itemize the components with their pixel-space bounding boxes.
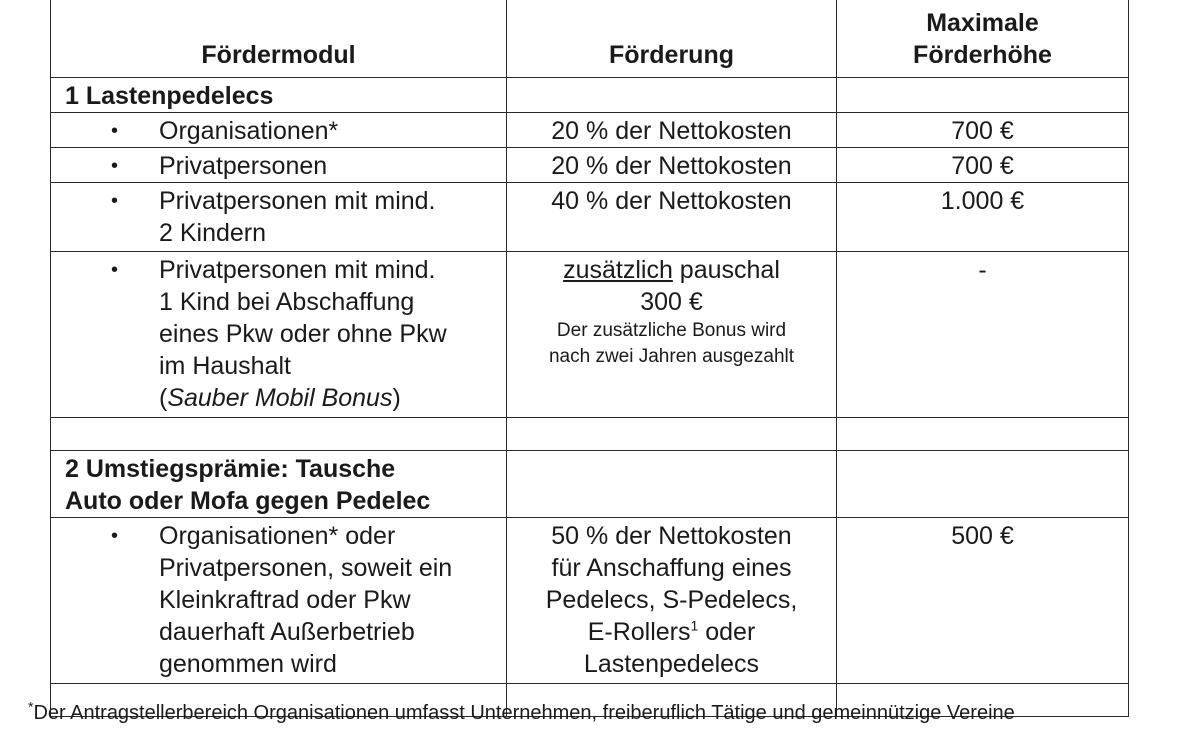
row-label-line: (Sauber Mobil Bonus) [159, 384, 401, 412]
row-max: 1.000 € [837, 183, 1129, 252]
table-row [51, 252, 1129, 418]
header-max-line2: Förderhöhe [913, 41, 1052, 69]
section-row [51, 451, 1129, 518]
row-label-line: dauerhaft Außerbetrieb [159, 618, 415, 646]
footnote-text: Der Antragstellerbereich Organisationen umfasst Unternehmen, freiberuflich Tätige und gemeinnützige Vereine [33, 702, 1015, 724]
row-support [507, 518, 837, 684]
support-amount: 300 € [640, 288, 703, 316]
table-row [51, 148, 1129, 183]
row-label-line: eines Pkw oder ohne Pkw [159, 320, 447, 348]
section-title-line: 2 Umstiegsprämie: Tausche [65, 455, 396, 483]
row-label: Organisationen* [159, 117, 339, 145]
section-title [51, 451, 507, 518]
row-label-line: 1 Kind bei Abschaffung [159, 288, 415, 316]
row-support: 20 % der Nettokosten [507, 113, 837, 148]
support-line: E-Rollers$^1$ oder [587, 617, 756, 646]
footnote-mark: * [28, 698, 34, 715]
row-max: - [837, 252, 1129, 418]
bullet-icon: • [111, 259, 119, 281]
table-row [51, 183, 1129, 252]
support-underlined: zusätzlich [563, 256, 673, 284]
row-label-line: 2 Kindern [159, 219, 267, 247]
footnote [28, 700, 1015, 726]
row-label-line: genommen wird [159, 650, 337, 678]
bullet-icon: • [111, 120, 119, 142]
support-line: für Anschaffung eines [551, 554, 792, 582]
table-row [51, 113, 1129, 148]
bullet-icon: • [111, 155, 119, 177]
bullet-icon: • [111, 190, 119, 212]
support-note-line: nach zwei Jahren ausgezahlt [548, 346, 795, 367]
support-line: 50 % der Nettokosten [551, 522, 792, 550]
row-support: 40 % der Nettokosten [507, 183, 837, 252]
section-title: 1 Lastenpedelecs [51, 78, 507, 113]
row-max: 700 € [837, 148, 1129, 183]
table-row [51, 518, 1129, 684]
row-support: 20 % der Nettokosten [507, 148, 837, 183]
support-line: Pedelecs, S-Pedelecs, [545, 586, 798, 614]
bonus-name: Sauber Mobil Bonus [167, 384, 393, 412]
header-foerdermodul: Fördermodul [51, 0, 507, 78]
row-label-line: Privatpersonen, soweit ein [159, 554, 453, 582]
row-support: zusätzlich pauschal 300 € Der zusätzliche Bonus wird nach zwei Jahren ausgezahlt [507, 252, 837, 418]
row-label-line: im Haushalt [159, 352, 291, 380]
row-label: Privatpersonen [159, 152, 328, 180]
footnote-ref: 1 [690, 617, 699, 634]
row-label-line: Privatpersonen mit mind. [159, 256, 436, 284]
bullet-icon: • [111, 525, 119, 547]
support-line: Lastenpedelecs [583, 650, 760, 678]
support-note-line: Der zusätzliche Bonus wird [556, 320, 787, 341]
header-foerderung: Förderung [507, 0, 837, 78]
funding-table [50, 0, 1129, 717]
row-label-line: Privatpersonen mit mind. [159, 187, 436, 215]
row-label-line: Organisationen* oder [159, 522, 396, 550]
row-label-line: Kleinkraftrad oder Pkw [159, 586, 411, 614]
header-max-line1: Maximale [926, 9, 1039, 37]
header-row [51, 0, 1129, 78]
section-row [51, 78, 1129, 113]
row-max: 700 € [837, 113, 1129, 148]
spacer-row [51, 418, 1129, 451]
header-max-foerderhoehe [837, 0, 1129, 78]
row-max: 500 € [837, 518, 1129, 684]
section-title-line: Auto oder Mofa gegen Pedelec [65, 487, 431, 515]
